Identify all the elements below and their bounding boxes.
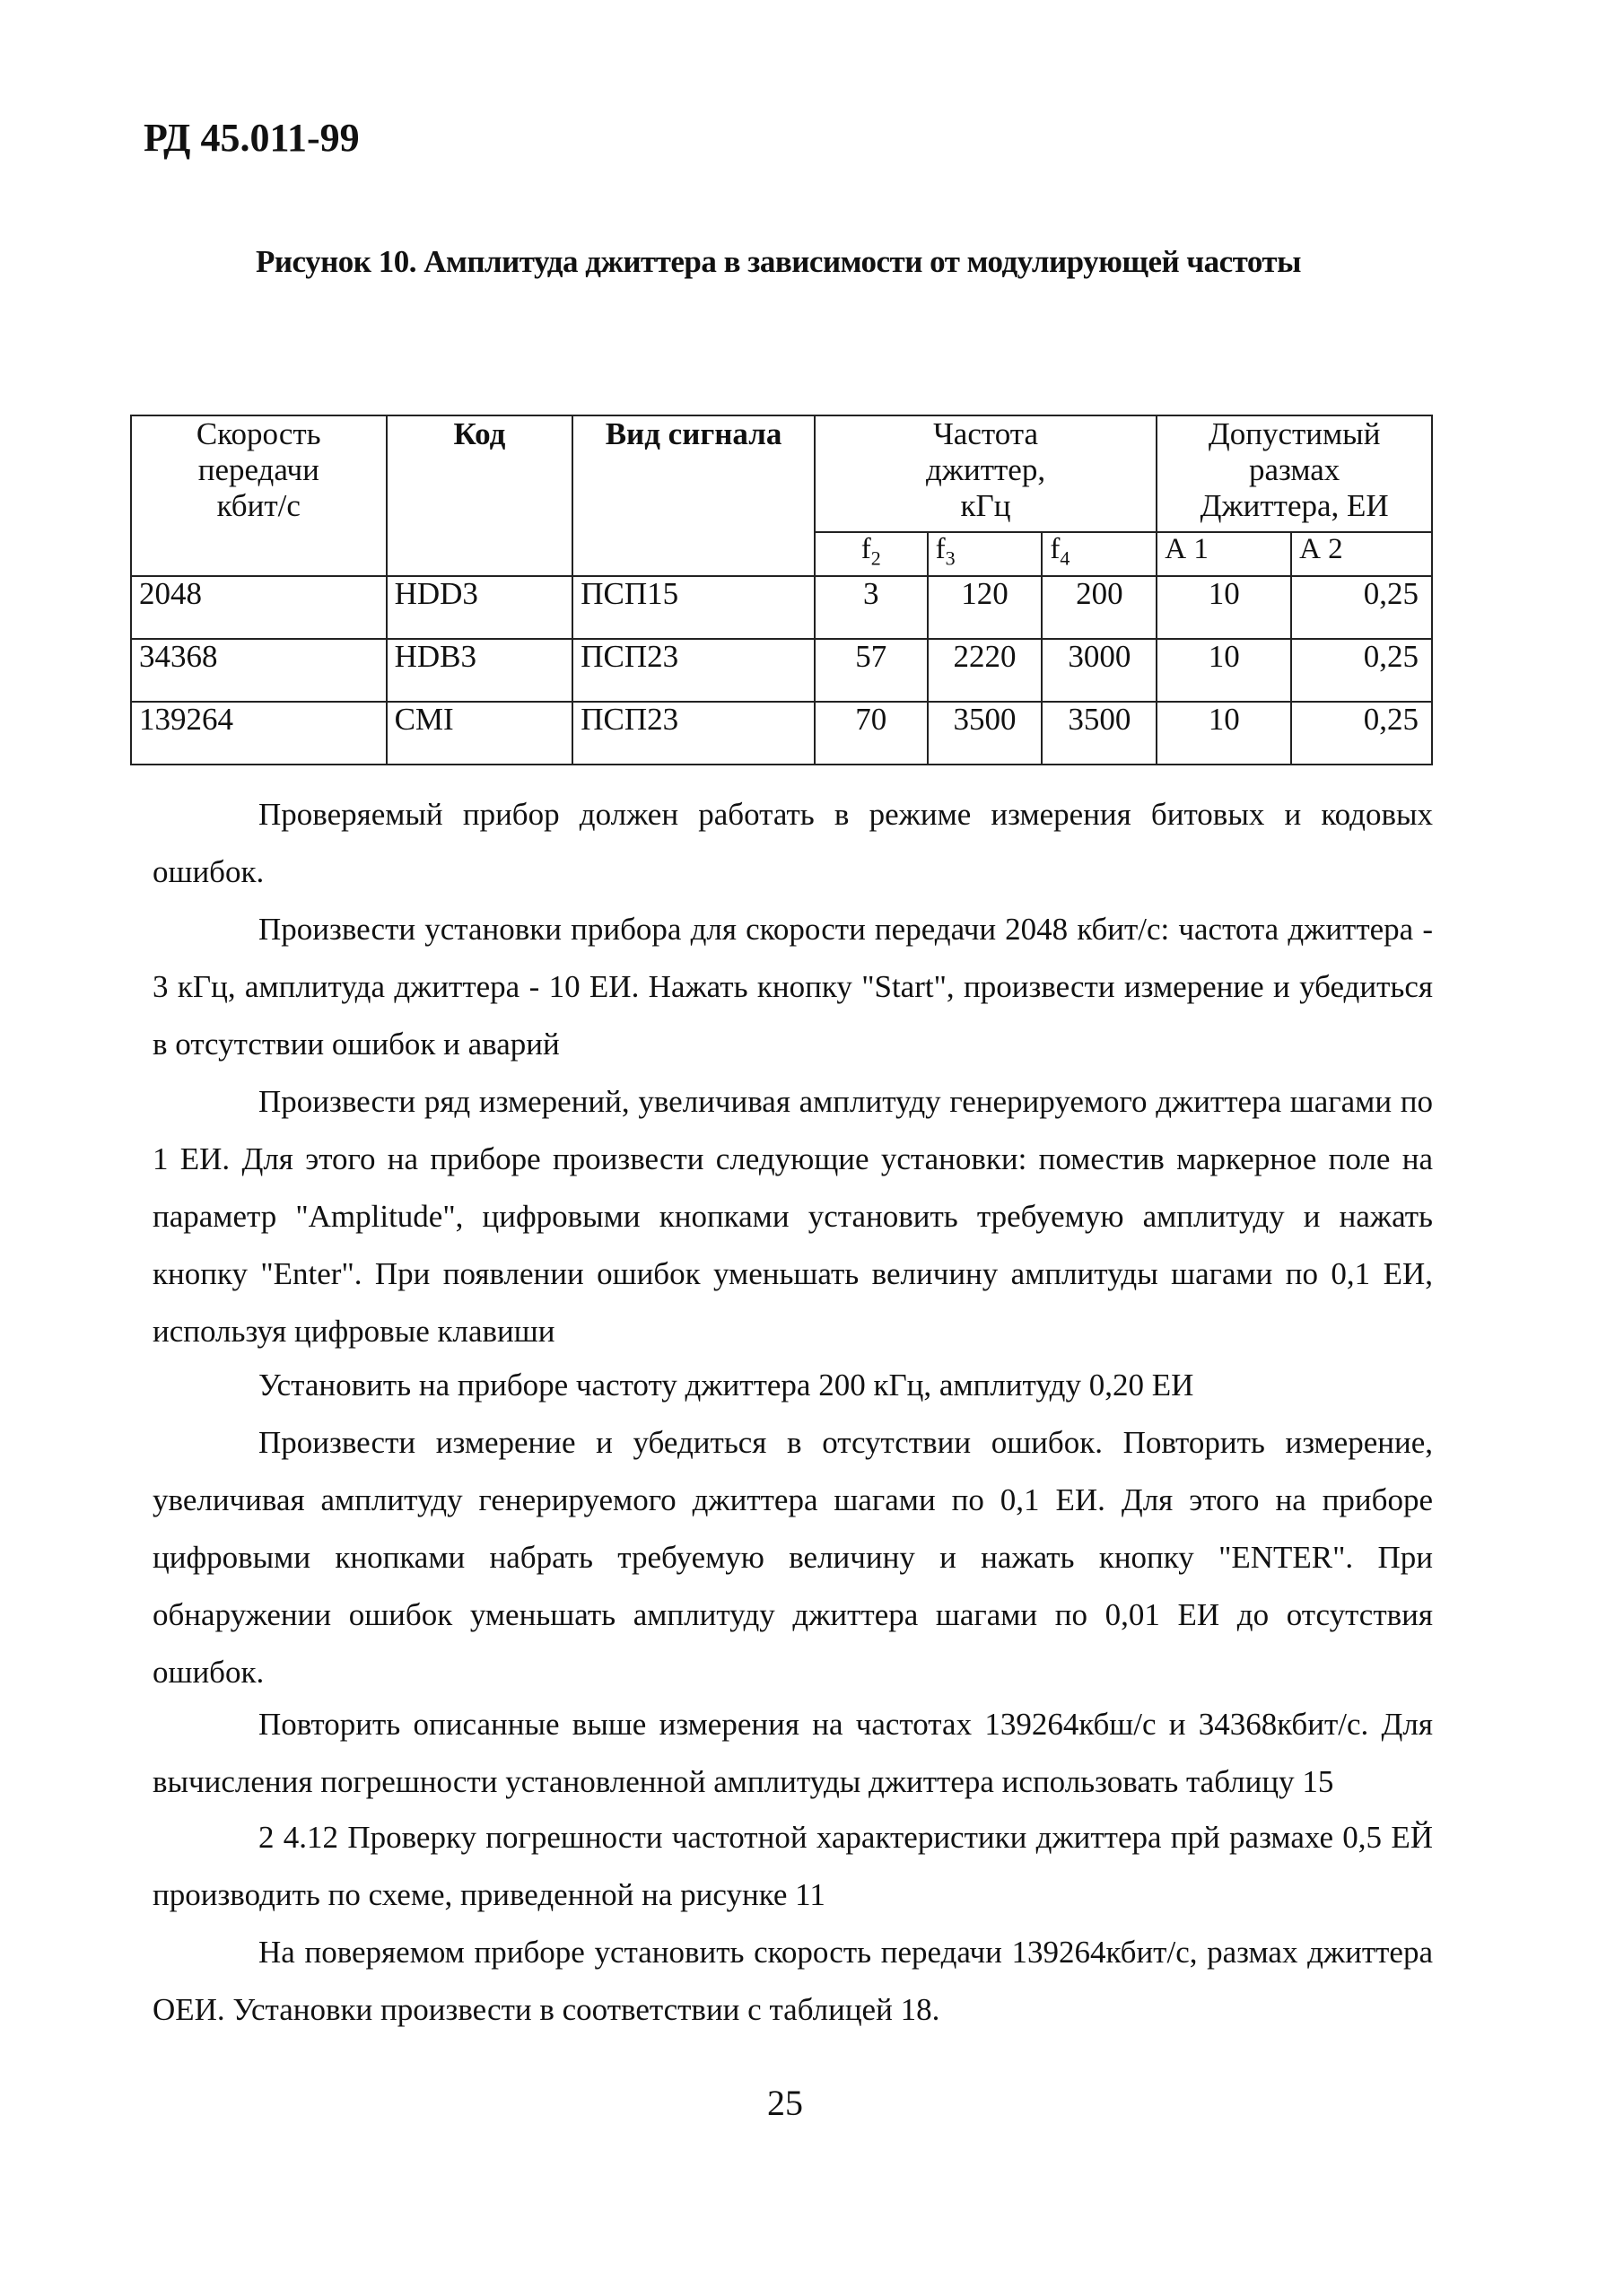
subheader-f2: $f_2$ (815, 532, 928, 576)
header-code: Код (387, 415, 573, 576)
jitter-table (130, 415, 1433, 765)
header-frequency: Частота джиттер, кГц (815, 415, 1157, 532)
subheader-f3: $f_3$ (928, 532, 1043, 576)
header-signal: Вид сигнала (572, 415, 815, 576)
paragraph-1: Проверяемый прибор должен работать в режиме измерения битовых и кодовых ошибок. (153, 797, 1433, 889)
document-code: РД 45.011-99 (144, 116, 360, 160)
table-row: 139264 CMI ПСП23 70 3500 3500 10 0,25 (131, 702, 1432, 765)
figure-caption: Рисунок 10. Амплитуда джиттера в зависимости от модулирующей частоты (256, 244, 1301, 279)
header-speed: Скорость передачи кбит/с (131, 415, 387, 576)
table-row: 2048 HDD3 ПСП15 3 120 200 10 0,25 (131, 576, 1432, 639)
table-header-row (131, 415, 1432, 532)
paragraph-3: Произвести ряд измерений, увеличивая амплитуду генерируемого джиттера шагами по 1 ЕИ. Для этого на приборе произвести следующие установки: поместив маркерное поле на параметр "Amplitude", цифровыми кнопками установить требуемую амплитуду и нажать кнопку "Enter". При появлении ошибок уменьшать величину амплитуды шагами по 0,1 ЕИ, используя цифровые клавиши (153, 1084, 1433, 1349)
header-allowed-range: Допустимый размах Джиттера, ЕИ (1157, 415, 1432, 532)
subheader-a1: А 1 (1157, 532, 1291, 576)
paragraph-6: Повторить описанные выше измерения на частотах 139264кбш/с и 34368кбит/с. Для вычисления погрешности установленной амплитуды джиттера использовать таблицу 15 (153, 1707, 1433, 1799)
page-number: 25 (767, 2083, 803, 2123)
paragraph-4: Установить на приборе частоту джиттера 200 кГц, амплитуду 0,20 ЕИ (258, 1368, 1194, 1403)
paragraph-2: Произвести установки прибора для скорости передачи 2048 кбит/с: частота джиттера - 3 кГц, амплитуда джиттера - 10 ЕИ. Нажать кнопку "Start", произвести измерение и убедиться в отсутствии ошибок и аварий (153, 912, 1433, 1062)
subheader-f4: $f_4$ (1042, 532, 1157, 576)
paragraph-8: На поверяемом приборе установить скорость передачи 139264кбит/с, размах джиттера ОЕИ. Установки произвести в соответствии с таблицей 18. (153, 1935, 1433, 2027)
subheader-a2: А 2 (1291, 532, 1432, 576)
paragraph-5: Произвести измерение и убедиться в отсутствии ошибок. Повторить измерение, увеличивая амплитуду генерируемого джиттера шагами по 0,1 ЕИ. Для этого на приборе цифровыми кнопками набрать требуемую величину и нажать кнопку "ENTER". При обнаружении ошибок уменьшать амплитуду джиттера шагами по 0,01 ЕИ до отсутствия ошибок. (153, 1425, 1433, 1690)
table-row: 34368 HDB3 ПСП23 57 2220 3000 10 0,25 (131, 639, 1432, 702)
paragraph-7: 2 4.12 Проверку погрешности частотной характеристики джиттера прй размахе 0,5 ЕЙ производить по схеме, приведенной на рисунке 11 (153, 1820, 1433, 1912)
